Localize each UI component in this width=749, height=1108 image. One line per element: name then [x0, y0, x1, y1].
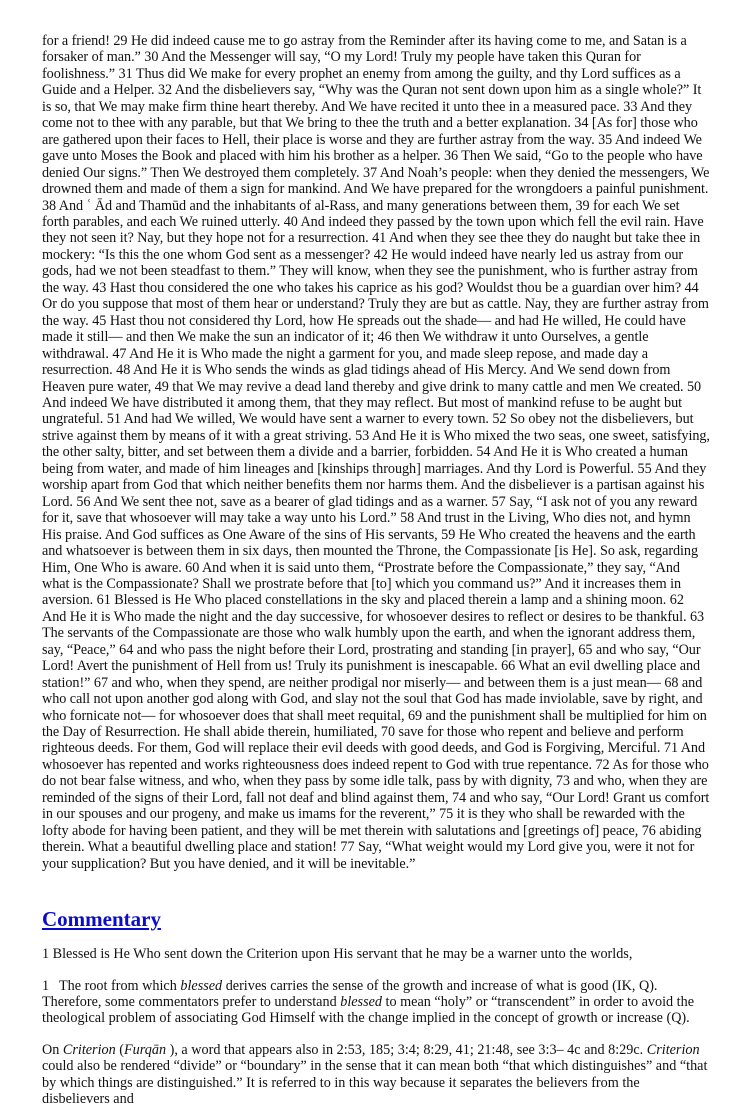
note-text: On: [42, 1041, 63, 1058]
commentary-heading-link[interactable]: Commentary: [42, 907, 161, 932]
translation-paragraph: for a friend! 29 He did indeed cause me to go astray from the Reminder after its having come to me, and Satan is a forsaker of man.” 30 And the Messenger will say, “O my Lord! Truly my people have taken this Quran for foolishness.” 31 Thus did We make for every prophet an enemy from among the guilty, and thy Lord suffices as a Guide and a Helper. 32 And the disbelievers say, “Why was the Quran not sent down upon him as a single whole?” It is so, that We may make firm thine heart thereby. And We have recited it unto thee in a measured pace. 33 And they come not to thee with any parable, but that We bring to thee the truth and a better explanation. 34 [As for] those who are gathered upon their faces to Hell, their place is worse and they are further astray from the way. 35 And indeed We gave unto Moses the Book and placed with him his brother as a helper. 36 Then We said, “Go to the people who have denied Our signs.” Then We destroyed them completely. 37 And Noah’s people: when they denied the messengers, We drowned them and made of them a sign for mankind. And We have prepared for the wrongdoers a painful punishment. 38 And ʿ Ād and Thamūd and the inhabitants of al-Rass, and many generations between them, 39 for each We set forth parables, and each We ruined utterly. 40 And indeed they passed by the town upon which fell the evil rain. Have they not seen it? Nay, but they hope not for a resurrection. 41 And when they see thee they do naught but take thee in mockery: “Is this the one whom God sent as a messenger? 42 He would indeed have nearly led us astray from our gods, had we not been steadfast to them.” They will know, when they see the punishment, who is further astray from the way. 43 Hast thou considered the one who takes his caprice as his god? Wouldst thou be a guardian over him? 44 Or do you suppose that most of them hear or understand? Truly they are but as cattle. Nay, they are further astray from the way. 45 Hast thou not considered thy Lord, how He spreads out the shade— and had He willed, He could have made it still— and then We make the sun an indicator of it; 46 then We withdraw it unto Ourselves, a gentle withdrawal. 47 And He it is Who made the night a garment for you, and made sleep repose, and made day a resurrection. 48 And He it is Who sends the winds as glad tidings ahead of His Mercy. And We send down from Heaven pure water, 49 that We may revive a dead land thereby and give drink to many cattle and men We created. 50 And indeed We have distributed it among them, that they may reflect. But most of mankind refuse to be aught but ungrateful. 51 And had We willed, We would have sent a warner to every town. 52 So obey not the disbelievers, but strive against them by means of it with a great striving. 53 And He it is Who mixed the two seas, one sweet, satisfying, the other salty, bitter, and set between them a divide and a barrier, forbidden. 54 And He it is Who created a human being from water, and made of him lineages and [kinships through] marriages. And thy Lord is Powerful. 55 And they worship apart from God that which neither benefits them nor harms them. And the disbeliever is a partisan against his Lord. 56 And We sent thee not, save as a bearer of glad tidings and as a warner. 57 Say, “I ask not of you any reward for it, save that whosoever will may take a way unto his Lord.” 58 And trust in the Living, Who dies not, and hymn His praise. And God suffices as One Aware of the sins of His servants, 59 He Who created the heavens and the earth and whatsoever is between them in six days, then mounted the Throne, the Compassionate [is He]. So ask, regarding Him, One Who is aware. 60 And when it is said unto them, “Prostrate before the Compassionate,” they say, “And what is the Compassionate? Shall we prostrate before that [to] which you command us?” And it increases them in aversion. 61 Blessed is He Who placed constellations in the sky and placed therein a lamp and a shining moon. 62 And He it is Who made the night and the day successive, for whosoever desires to reflect or desires to be thankful. 63 The servants of the Compassionate are those who walk humbly upon the earth, and when the ignorant address them, say, “Peace,” 64 and who pass the night before their Lord, prostrating and standing [in prayer], 65 and who say, “Our Lord! Avert the punishment of Hell from us! Truly its punishment is inescapable. 66 What an evil dwelling place and station!” 67 and who, when they spend, are neither prodigal nor miserly— and between them is a just mean— 68 and who call not upon another god along with God, and slay not the soul that God has made inviolable, save by right, and who fornicate not— for whosoever does that shall meet requital, 69 and the punishment shall be multiplied for him on the Day of Resurrection. He shall abide therein, humiliated, 70 save for those who repent and believe and perform righteous deeds. For them, God will replace their evil deeds with good deeds, and God is Forgiving, Merciful. 71 And whosoever has repented and works righteousness does indeed repent to God with true repentance. 72 As for those who do not bear false witness, and who, when they pass by some idle talk, pass by with dignity, 73 and who, when they are reminded of the signs of their Lord, fall not deaf and blind against them, 74 and who say, “Our Lord! Grant us comfort in our spouses and our progeny, and make us imams for the reverent,” 75 it is they who shall be rewarded with the lofty abode for having been patient, and they will be met therein with salutations and [greetings of] peace, 76 abiding therein. What a beautiful dwelling place and station! 77 Say, “What weight would my Lord give you, were it not for your supplication? But you have denied, and it will be inevitable.”: [42, 33, 710, 872]
note-italic-term: Furqān: [124, 1041, 167, 1058]
note-text: to mean “holy” or “transcendent” in order to avoid the theological problem of associating God Himself with the change implied in the concept of growth or increase (Q).: [42, 994, 695, 1027]
commentary-note-1: [42, 978, 710, 1027]
note-text: (: [115, 1041, 124, 1058]
note-number: 1: [42, 977, 50, 994]
note-text: derives carries the sense of the growth and increase of what is good (IK, Q). Therefore, some commentators prefer to understand: [42, 977, 658, 1011]
note-text: The root from which: [59, 977, 181, 994]
note-italic-term: Criterion: [62, 1041, 116, 1058]
note-italic-term: blessed: [180, 977, 223, 994]
note-text: could also be rendered “divide” or “boundary” in the sense that it can mean both “that which distinguishes” and “that by which things are distinguished.” It is referred to in this way because it separates the believers from the disbelievers and: [42, 1058, 708, 1108]
note-italic-term: Criterion: [646, 1041, 700, 1058]
commentary-note-2: [42, 1042, 710, 1108]
commentary-verse-line: 1 Blessed is He Who sent down the Criterion upon His servant that he may be a warner unto the worlds,: [42, 946, 633, 963]
note-text: ), a word that appears also in 2:53, 185; 3:4; 8:29, 41; 21:48, see 3:3– 4c and 8:29c.: [166, 1041, 647, 1058]
document-page: [42, 33, 710, 1108]
note-italic-term: blessed: [340, 994, 382, 1011]
commentary-heading: [42, 907, 710, 931]
